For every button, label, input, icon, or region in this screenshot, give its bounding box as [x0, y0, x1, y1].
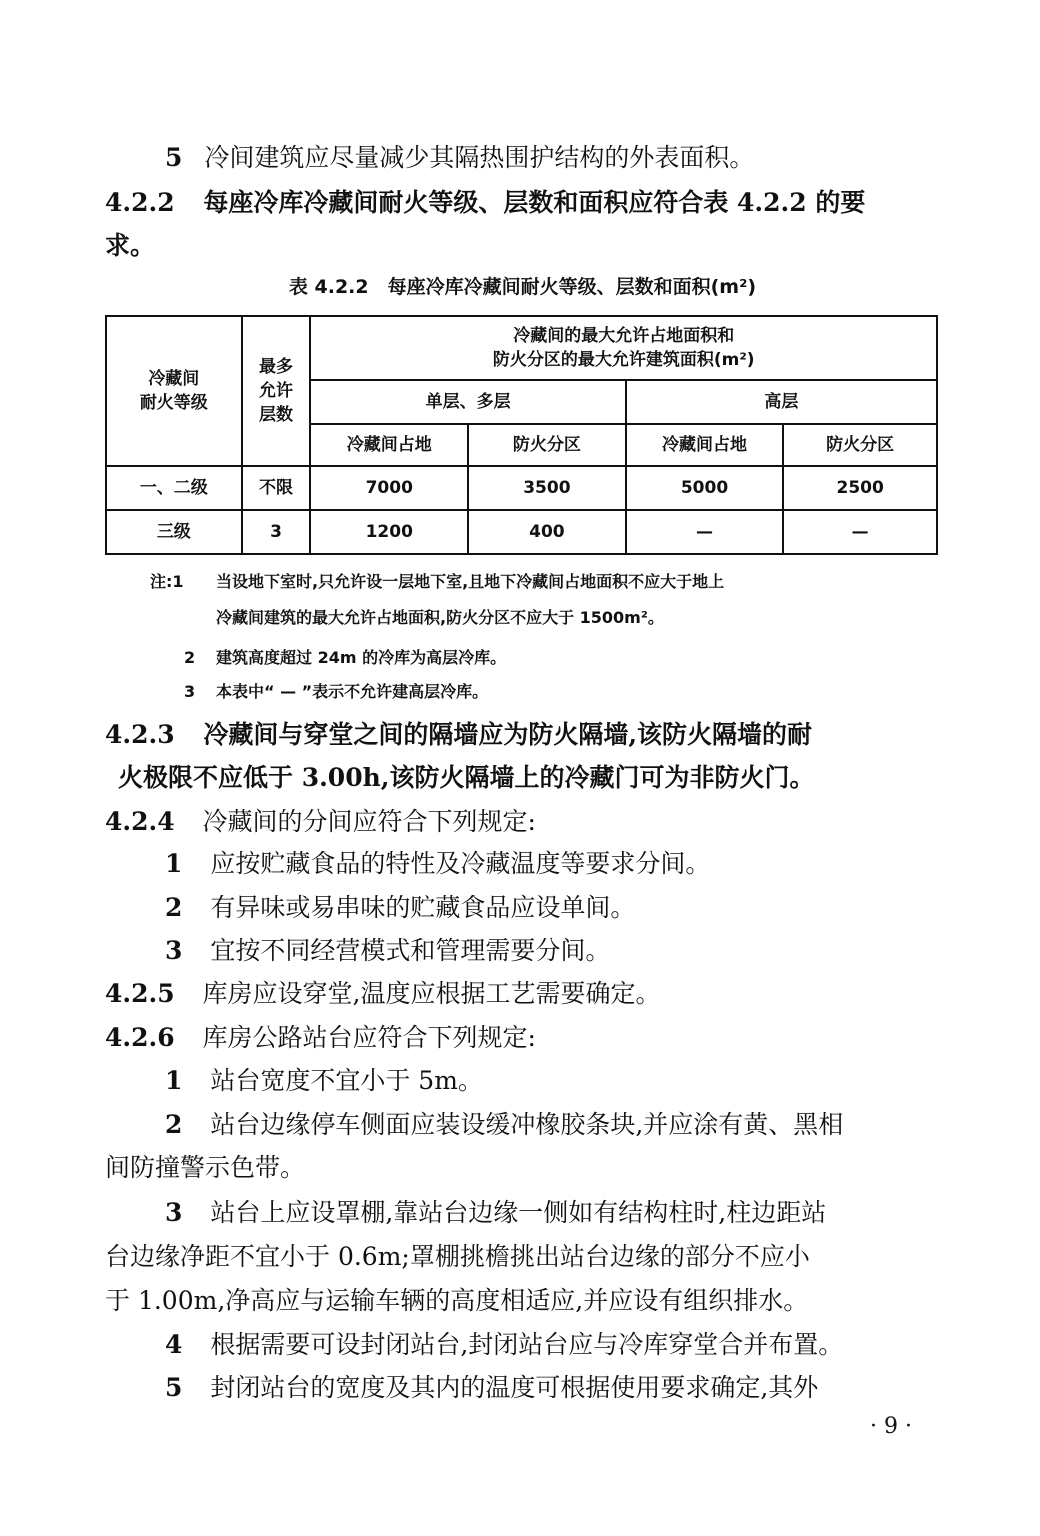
page-number: · 9 · — [870, 1414, 912, 1439]
clause-number: 4.2.3 — [105, 720, 175, 749]
item-text: 宜按不同经营模式和管理需要分间。 — [210, 936, 611, 965]
note-2-number: 2 — [184, 648, 196, 667]
item-text: 有异味或易串味的贮藏食品应设单间。 — [210, 893, 636, 922]
note-3-number: 3 — [184, 682, 196, 701]
header-single-multi: 单层、多层 — [310, 380, 625, 424]
list-item — [165, 1370, 818, 1406]
item-text: 站台边缘停车侧面应装设缓冲橡胶条块,并应涂有黄、黑相 — [210, 1110, 844, 1139]
clause-4-2-5 — [105, 976, 661, 1012]
cell-value: 400 — [468, 510, 626, 554]
table-row — [106, 510, 937, 554]
spec-table — [105, 315, 938, 555]
header-high-rise: 高层 — [626, 380, 937, 424]
header-max-floors: 最多 允许 层数 — [242, 316, 311, 466]
header-cold-room-area-2: 冷藏间占地 — [626, 424, 784, 466]
item-number: 4 — [165, 1330, 183, 1359]
item-number: 3 — [165, 1198, 183, 1227]
clause-text: 库房公路站台应符合下列规定: — [202, 1023, 536, 1052]
clause-number: 4.2.6 — [105, 1023, 175, 1052]
clause-4-2-2-cont: 求。 — [105, 231, 156, 260]
header-cold-room-area-1: 冷藏间占地 — [310, 424, 468, 466]
clause-4-2-3 — [105, 717, 812, 753]
note-2: 建筑高度超过 24m 的冷库为高层冷库。 — [216, 648, 507, 667]
note-1-line1: 当设地下室时,只允许设一层地下室,且地下冷藏间占地面积不应大于地上 — [216, 572, 725, 591]
note-prefix: 注:1 — [150, 572, 184, 591]
list-item-cont: 台边缘净距不宜小于 0.6m;罩棚挑檐挑出站台边缘的部分不应小 — [105, 1242, 810, 1271]
list-item-cont: 于 1.00m,净高应与运输车辆的高度相适应,并应设有组织排水。 — [105, 1286, 809, 1315]
header-fire-grade: 冷藏间 耐火等级 — [106, 316, 242, 466]
clause-4-2-2 — [105, 185, 865, 221]
cell-floors: 不限 — [242, 466, 311, 510]
clause-number: 4.2.2 — [105, 188, 175, 217]
header-area-group: 冷藏间的最大允许占地面积和 防火分区的最大允许建筑面积(m²) — [310, 316, 937, 380]
clause-4-2-3-cont: 火极限不应低于 3.00h,该防火隔墙上的冷藏门可为非防火门。 — [118, 763, 815, 792]
list-item — [165, 890, 635, 926]
list-item — [165, 1063, 483, 1099]
clause-4-2-4 — [105, 804, 536, 840]
item-text: 封闭站台的宽度及其内的温度可根据使用要求确定,其外 — [210, 1373, 819, 1402]
clause-text: 冷藏间的分间应符合下列规定: — [202, 807, 536, 836]
table-caption: 表 4.2.2 每座冷库冷藏间耐火等级、层数和面积(m²) — [288, 276, 757, 298]
item-number: 1 — [165, 1066, 183, 1095]
item-text: 应按贮藏食品的特性及冷藏温度等要求分间。 — [210, 849, 711, 878]
clause-text: 每座冷库冷藏间耐火等级、层数和面积应符合表 4.2.2 的要 — [203, 188, 866, 217]
item-number: 3 — [165, 936, 183, 965]
clause-text: 冷藏间与穿堂之间的隔墙应为防火隔墙,该防火隔墙的耐 — [203, 720, 813, 749]
list-item — [165, 933, 610, 969]
item-text: 站台宽度不宜小于 5m。 — [210, 1066, 483, 1095]
clause-number: 4.2.4 — [105, 807, 175, 836]
item-text: 站台上应设罩棚,靠站台边缘一侧如有结构柱时,柱边距站 — [210, 1198, 827, 1227]
cell-value: 5000 — [626, 466, 784, 510]
item-number: 2 — [165, 893, 183, 922]
cell-grade: 三级 — [106, 510, 242, 554]
clause-4-2-6 — [105, 1020, 536, 1056]
note-3: 本表中“ — ”表示不允许建高层冷库。 — [216, 682, 489, 701]
cell-value: 7000 — [310, 466, 468, 510]
item-number: 1 — [165, 849, 183, 878]
clause-item-5 — [165, 140, 754, 176]
list-item-cont: 间防撞警示色带。 — [105, 1153, 306, 1182]
cell-floors: 3 — [242, 510, 311, 554]
item-number: 5 — [165, 1373, 183, 1402]
list-item — [165, 1195, 826, 1231]
cell-grade: 一、二级 — [106, 466, 242, 510]
cell-value: 1200 — [310, 510, 468, 554]
note-1-line2: 冷藏间建筑的最大允许占地面积,防火分区不应大于 1500m²。 — [216, 608, 664, 627]
cell-value: 3500 — [468, 466, 626, 510]
cell-value: 2500 — [783, 466, 937, 510]
cell-value: — — [626, 510, 784, 554]
item-number: 5 — [165, 143, 183, 172]
item-text: 冷间建筑应尽量减少其隔热围护结构的外表面积。 — [204, 143, 755, 172]
cell-value: — — [783, 510, 937, 554]
list-item — [165, 846, 710, 882]
header-fire-compartment-2: 防火分区 — [783, 424, 937, 466]
clause-text: 库房应设穿堂,温度应根据工艺需要确定。 — [202, 979, 661, 1008]
item-number: 2 — [165, 1110, 183, 1139]
item-text: 根据需要可设封闭站台,封闭站台应与冷库穿堂合并布置。 — [210, 1330, 844, 1359]
table-row — [106, 466, 937, 510]
header-fire-compartment-1: 防火分区 — [468, 424, 626, 466]
list-item — [165, 1107, 843, 1143]
list-item — [165, 1327, 843, 1363]
clause-number: 4.2.5 — [105, 979, 175, 1008]
